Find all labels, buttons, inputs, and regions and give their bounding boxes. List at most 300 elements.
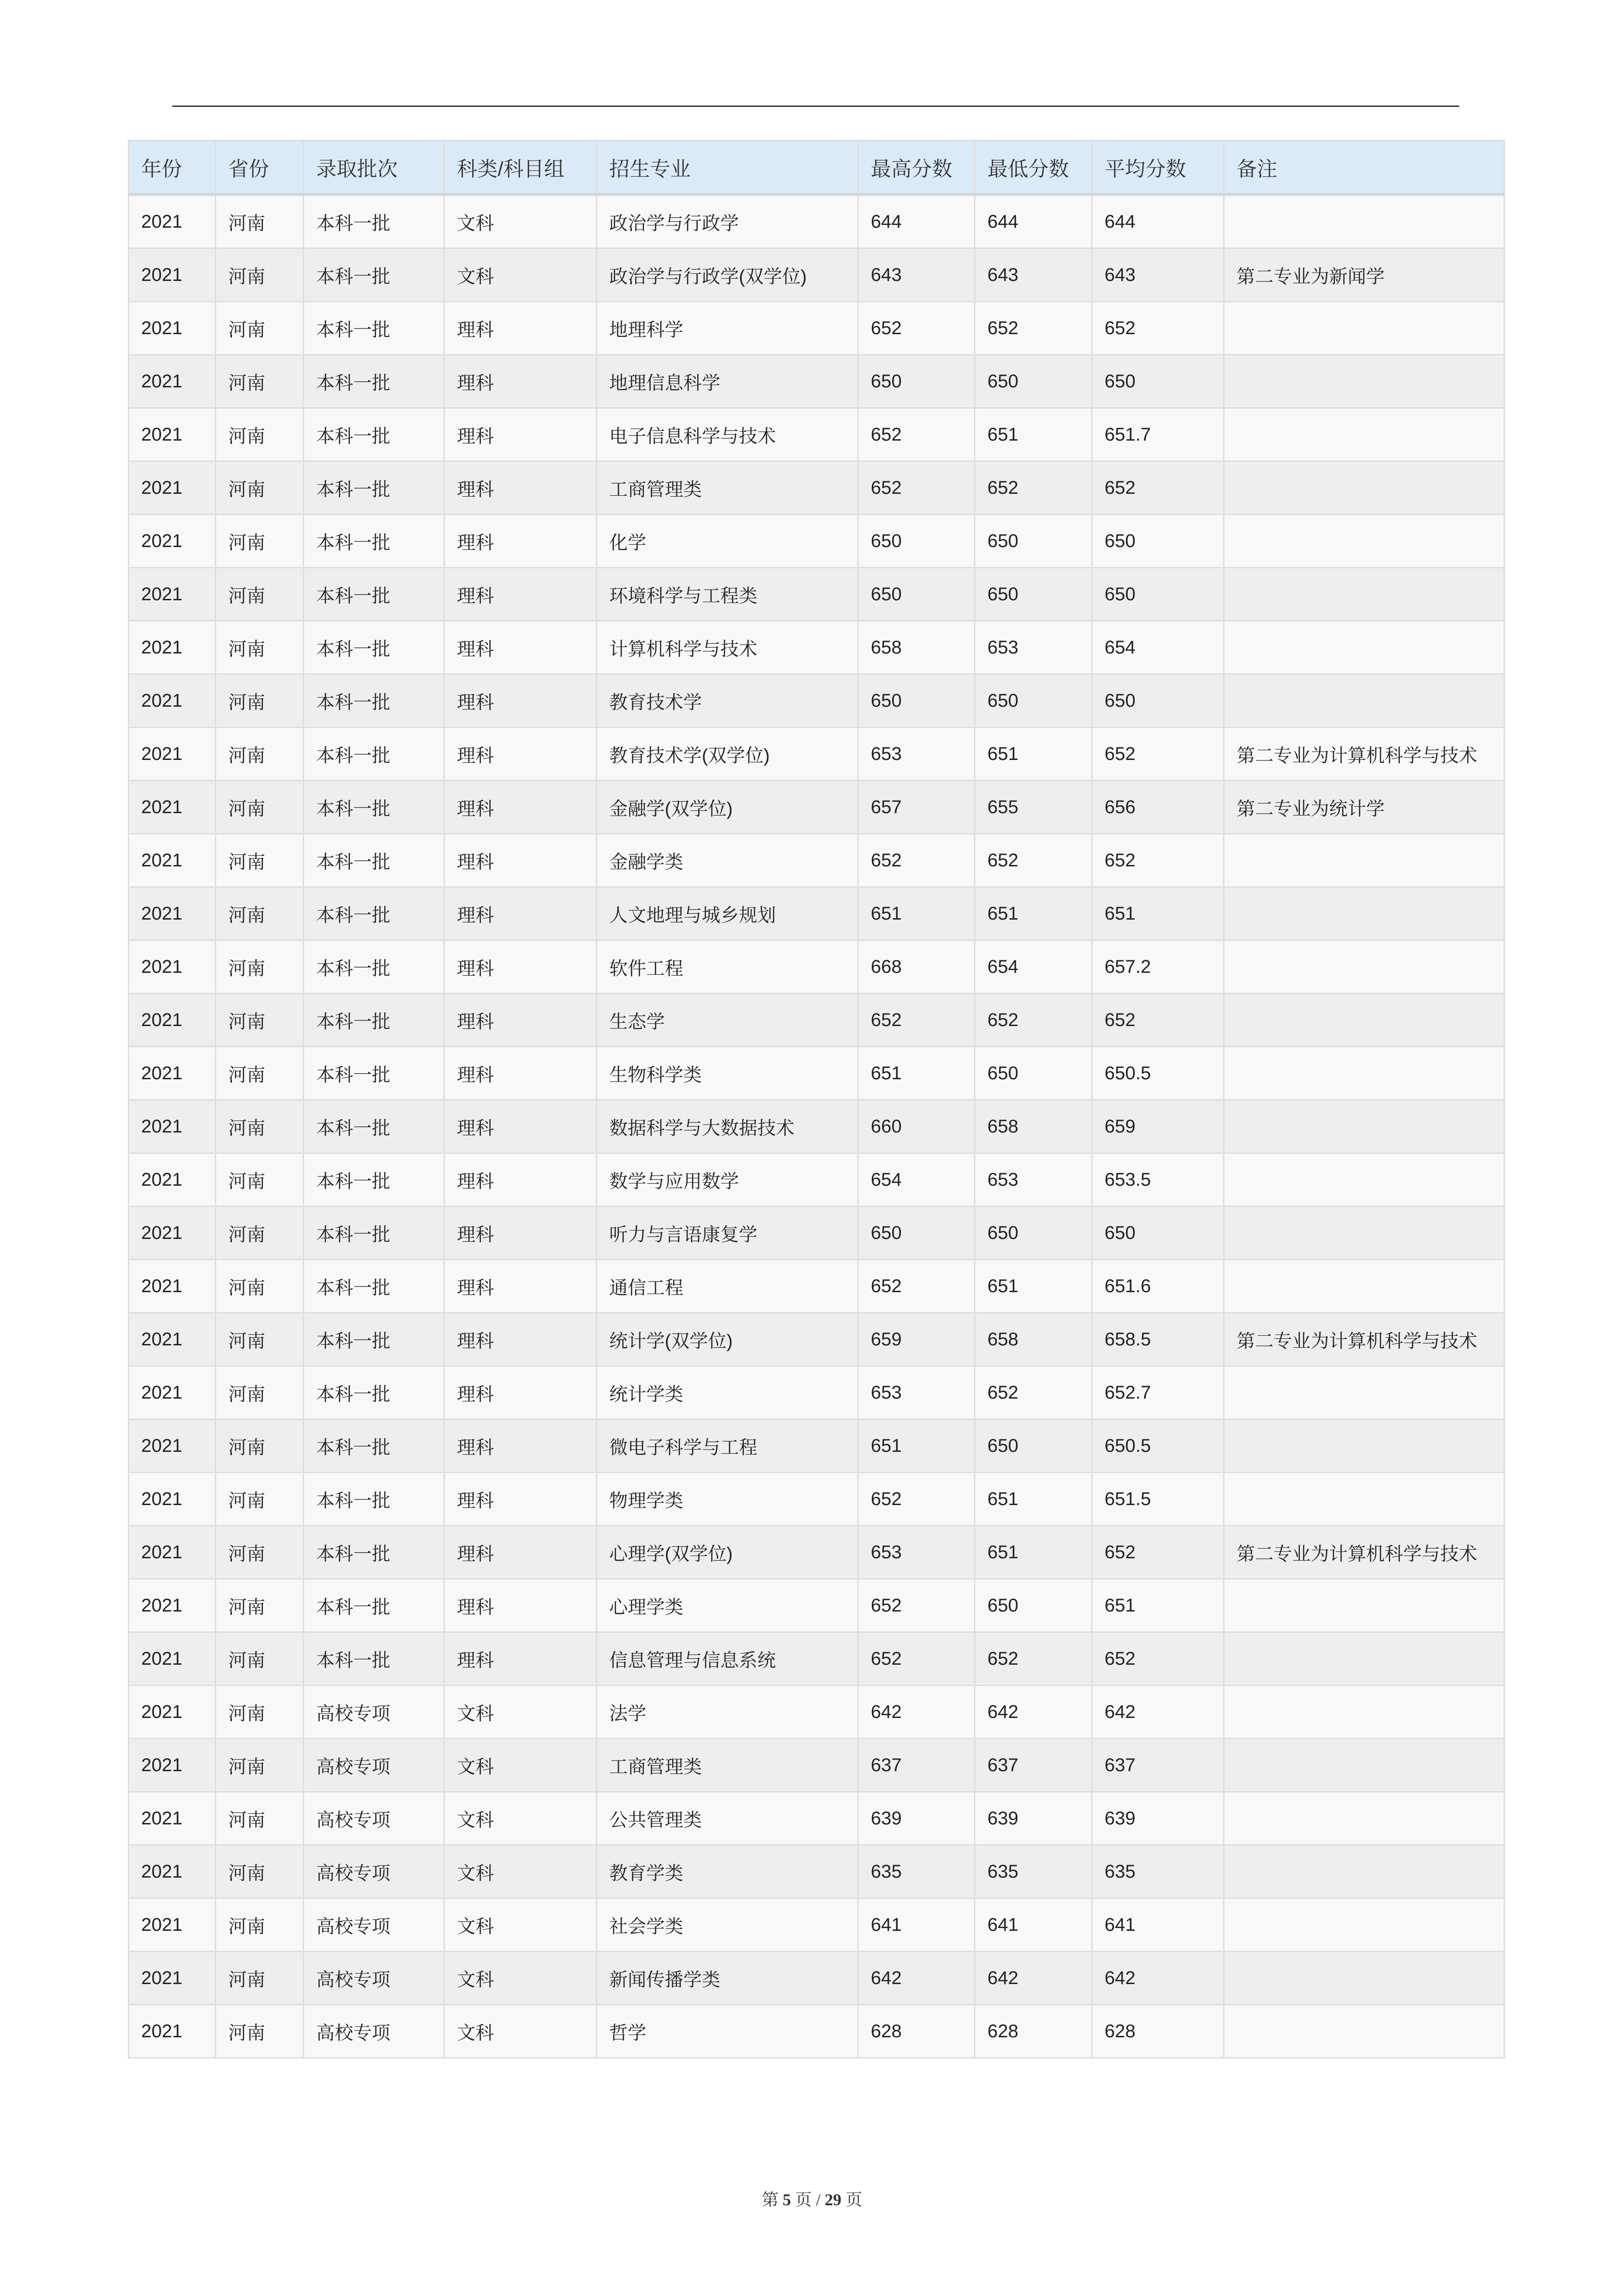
cell-province: 河南: [216, 1526, 304, 1579]
cell-year: 2021: [129, 1366, 216, 1419]
table-row: [129, 1526, 1505, 1579]
cell-major: 公共管理类: [597, 1792, 858, 1845]
table-body: [129, 194, 1505, 2058]
cell-max-score: 658: [858, 621, 975, 674]
cell-province: 河南: [216, 302, 304, 355]
cell-notes: [1224, 461, 1505, 515]
table-row: [129, 994, 1505, 1047]
cell-notes: 第二专业为新闻学: [1224, 249, 1505, 302]
cell-major: 统计学(双学位): [597, 1313, 858, 1366]
column-header-notes: 备注: [1224, 141, 1505, 195]
cell-batch: 本科一批: [304, 515, 444, 568]
cell-min-score: 652: [975, 834, 1092, 887]
cell-category: 理科: [444, 994, 597, 1047]
table-row: [129, 194, 1505, 249]
cell-batch: 本科一批: [304, 1207, 444, 1260]
cell-major: 通信工程: [597, 1260, 858, 1313]
cell-max-score: 635: [858, 1845, 975, 1898]
cell-avg-score: 635: [1092, 1845, 1224, 1898]
cell-category: 文科: [444, 2005, 597, 2058]
cell-notes: [1224, 940, 1505, 994]
cell-year: 2021: [129, 728, 216, 781]
column-header-major: 招生专业: [597, 141, 858, 195]
cell-min-score: 651: [975, 887, 1092, 940]
cell-province: 河南: [216, 194, 304, 249]
cell-min-score: 658: [975, 1313, 1092, 1366]
cell-batch: 本科一批: [304, 887, 444, 940]
cell-province: 河南: [216, 249, 304, 302]
cell-batch: 高校专项: [304, 2005, 444, 2058]
cell-major: 政治学与行政学: [597, 194, 858, 249]
cell-category: 文科: [444, 249, 597, 302]
table-row: [129, 781, 1505, 834]
cell-year: 2021: [129, 1739, 216, 1792]
cell-year: 2021: [129, 249, 216, 302]
cell-category: 文科: [444, 1845, 597, 1898]
admission-scores-table: [128, 140, 1505, 2059]
cell-batch: 本科一批: [304, 1632, 444, 1686]
cell-avg-score: 650.5: [1092, 1419, 1224, 1473]
table-row: [129, 1686, 1505, 1739]
cell-avg-score: 642: [1092, 1952, 1224, 2005]
cell-batch: 本科一批: [304, 994, 444, 1047]
cell-notes: [1224, 1153, 1505, 1207]
cell-max-score: 659: [858, 1313, 975, 1366]
cell-major: 社会学类: [597, 1898, 858, 1952]
cell-category: 文科: [444, 1739, 597, 1792]
cell-min-score: 650: [975, 1207, 1092, 1260]
cell-year: 2021: [129, 1526, 216, 1579]
cell-year: 2021: [129, 1473, 216, 1526]
cell-year: 2021: [129, 994, 216, 1047]
cell-max-score: 628: [858, 2005, 975, 2058]
table-row: [129, 1260, 1505, 1313]
cell-year: 2021: [129, 834, 216, 887]
cell-batch: 本科一批: [304, 1047, 444, 1100]
cell-batch: 本科一批: [304, 568, 444, 621]
cell-category: 理科: [444, 1153, 597, 1207]
cell-major: 政治学与行政学(双学位): [597, 249, 858, 302]
cell-min-score: 654: [975, 940, 1092, 994]
cell-category: 理科: [444, 408, 597, 461]
cell-min-score: 650: [975, 1579, 1092, 1632]
cell-category: 文科: [444, 194, 597, 249]
cell-major: 电子信息科学与技术: [597, 408, 858, 461]
cell-major: 数据科学与大数据技术: [597, 1100, 858, 1153]
cell-max-score: 652: [858, 1260, 975, 1313]
cell-batch: 本科一批: [304, 834, 444, 887]
cell-avg-score: 658.5: [1092, 1313, 1224, 1366]
cell-province: 河南: [216, 940, 304, 994]
cell-batch: 本科一批: [304, 1100, 444, 1153]
cell-min-score: 651: [975, 1473, 1092, 1526]
cell-batch: 本科一批: [304, 781, 444, 834]
cell-avg-score: 650: [1092, 515, 1224, 568]
cell-major: 工商管理类: [597, 461, 858, 515]
table-row: [129, 1047, 1505, 1100]
cell-category: 理科: [444, 1419, 597, 1473]
cell-avg-score: 652: [1092, 994, 1224, 1047]
cell-year: 2021: [129, 781, 216, 834]
cell-min-score: 652: [975, 1632, 1092, 1686]
cell-min-score: 642: [975, 1952, 1092, 2005]
cell-max-score: 653: [858, 1366, 975, 1419]
cell-notes: [1224, 1898, 1505, 1952]
cell-province: 河南: [216, 1952, 304, 2005]
cell-avg-score: 651.6: [1092, 1260, 1224, 1313]
table-row: [129, 1845, 1505, 1898]
cell-province: 河南: [216, 674, 304, 728]
cell-batch: 本科一批: [304, 1260, 444, 1313]
page-footer: [0, 2187, 1624, 2210]
cell-min-score: 658: [975, 1100, 1092, 1153]
cell-category: 理科: [444, 1473, 597, 1526]
cell-notes: [1224, 1473, 1505, 1526]
cell-notes: [1224, 194, 1505, 249]
cell-avg-score: 643: [1092, 249, 1224, 302]
cell-max-score: 650: [858, 355, 975, 408]
table-row: [129, 1739, 1505, 1792]
cell-max-score: 650: [858, 568, 975, 621]
cell-province: 河南: [216, 568, 304, 621]
cell-batch: 本科一批: [304, 1153, 444, 1207]
cell-major: 哲学: [597, 2005, 858, 2058]
cell-min-score: 650: [975, 515, 1092, 568]
table-row: [129, 1100, 1505, 1153]
cell-batch: 本科一批: [304, 408, 444, 461]
cell-category: 理科: [444, 728, 597, 781]
cell-batch: 本科一批: [304, 249, 444, 302]
column-header-category: 科类/科目组: [444, 141, 597, 195]
cell-batch: 本科一批: [304, 674, 444, 728]
cell-max-score: 652: [858, 994, 975, 1047]
cell-category: 理科: [444, 461, 597, 515]
cell-batch: 本科一批: [304, 1366, 444, 1419]
cell-max-score: 637: [858, 1739, 975, 1792]
table-row: [129, 887, 1505, 940]
cell-year: 2021: [129, 1153, 216, 1207]
cell-category: 文科: [444, 1898, 597, 1952]
cell-major: 听力与言语康复学: [597, 1207, 858, 1260]
cell-avg-score: 659: [1092, 1100, 1224, 1153]
table-row: [129, 1579, 1505, 1632]
cell-avg-score: 641: [1092, 1898, 1224, 1952]
cell-batch: 本科一批: [304, 940, 444, 994]
cell-avg-score: 652: [1092, 302, 1224, 355]
cell-category: 理科: [444, 781, 597, 834]
cell-notes: [1224, 1100, 1505, 1153]
cell-notes: [1224, 674, 1505, 728]
cell-notes: [1224, 1632, 1505, 1686]
header-rule: [172, 106, 1459, 107]
cell-avg-score: 652: [1092, 1526, 1224, 1579]
cell-avg-score: 642: [1092, 1686, 1224, 1739]
cell-min-score: 628: [975, 2005, 1092, 2058]
cell-province: 河南: [216, 1313, 304, 1366]
cell-year: 2021: [129, 1632, 216, 1686]
cell-year: 2021: [129, 194, 216, 249]
cell-notes: [1224, 834, 1505, 887]
table-row: [129, 1792, 1505, 1845]
cell-major: 工商管理类: [597, 1739, 858, 1792]
cell-notes: 第二专业为计算机科学与技术: [1224, 1526, 1505, 1579]
cell-avg-score: 650: [1092, 1207, 1224, 1260]
cell-max-score: 651: [858, 887, 975, 940]
table-row: [129, 408, 1505, 461]
cell-avg-score: 651: [1092, 887, 1224, 940]
cell-min-score: 635: [975, 1845, 1092, 1898]
cell-year: 2021: [129, 1313, 216, 1366]
cell-notes: [1224, 2005, 1505, 2058]
cell-notes: [1224, 568, 1505, 621]
cell-batch: 高校专项: [304, 1845, 444, 1898]
cell-notes: [1224, 1845, 1505, 1898]
cell-max-score: 653: [858, 1526, 975, 1579]
column-header-min-score: 最低分数: [975, 141, 1092, 195]
footer-mid: 页 /: [791, 2190, 825, 2209]
cell-notes: [1224, 1260, 1505, 1313]
table-row: [129, 568, 1505, 621]
table-row: [129, 355, 1505, 408]
cell-year: 2021: [129, 1100, 216, 1153]
cell-max-score: 642: [858, 1686, 975, 1739]
cell-max-score: 651: [858, 1047, 975, 1100]
cell-notes: 第二专业为计算机科学与技术: [1224, 728, 1505, 781]
footer-suffix: 页: [841, 2190, 862, 2209]
cell-batch: 本科一批: [304, 194, 444, 249]
cell-notes: [1224, 1739, 1505, 1792]
cell-notes: [1224, 302, 1505, 355]
cell-major: 心理学类: [597, 1579, 858, 1632]
cell-max-score: 641: [858, 1898, 975, 1952]
cell-avg-score: 652: [1092, 728, 1224, 781]
cell-major: 数学与应用数学: [597, 1153, 858, 1207]
cell-batch: 本科一批: [304, 621, 444, 674]
cell-avg-score: 644: [1092, 194, 1224, 249]
cell-category: 理科: [444, 621, 597, 674]
cell-batch: 本科一批: [304, 302, 444, 355]
cell-avg-score: 651.7: [1092, 408, 1224, 461]
cell-batch: 本科一批: [304, 1419, 444, 1473]
cell-batch: 本科一批: [304, 1579, 444, 1632]
cell-min-score: 643: [975, 249, 1092, 302]
cell-category: 文科: [444, 1792, 597, 1845]
cell-year: 2021: [129, 621, 216, 674]
cell-category: 理科: [444, 355, 597, 408]
cell-max-score: 639: [858, 1792, 975, 1845]
cell-year: 2021: [129, 1952, 216, 2005]
cell-category: 理科: [444, 940, 597, 994]
cell-province: 河南: [216, 1898, 304, 1952]
cell-min-score: 650: [975, 1047, 1092, 1100]
current-page-number: 5: [782, 2190, 791, 2209]
cell-max-score: 652: [858, 461, 975, 515]
cell-year: 2021: [129, 887, 216, 940]
cell-major: 地理信息科学: [597, 355, 858, 408]
column-header-max-score: 最高分数: [858, 141, 975, 195]
cell-min-score: 642: [975, 1686, 1092, 1739]
cell-max-score: 652: [858, 302, 975, 355]
cell-year: 2021: [129, 1898, 216, 1952]
cell-category: 理科: [444, 302, 597, 355]
cell-max-score: 652: [858, 1473, 975, 1526]
footer-prefix: 第: [762, 2190, 783, 2209]
cell-province: 河南: [216, 1845, 304, 1898]
cell-avg-score: 656: [1092, 781, 1224, 834]
cell-avg-score: 639: [1092, 1792, 1224, 1845]
cell-major: 金融学(双学位): [597, 781, 858, 834]
cell-avg-score: 652: [1092, 1632, 1224, 1686]
column-header-avg-score: 平均分数: [1092, 141, 1224, 195]
cell-notes: [1224, 1366, 1505, 1419]
cell-notes: [1224, 1952, 1505, 2005]
cell-province: 河南: [216, 1047, 304, 1100]
cell-category: 理科: [444, 1100, 597, 1153]
cell-avg-score: 650: [1092, 674, 1224, 728]
cell-batch: 本科一批: [304, 1313, 444, 1366]
cell-max-score: 652: [858, 408, 975, 461]
table-header-row: [129, 141, 1505, 195]
table-row: [129, 1473, 1505, 1526]
cell-major: 教育学类: [597, 1845, 858, 1898]
cell-year: 2021: [129, 355, 216, 408]
cell-notes: [1224, 1579, 1505, 1632]
table-row: [129, 1153, 1505, 1207]
table-row: [129, 728, 1505, 781]
cell-province: 河南: [216, 1207, 304, 1260]
cell-year: 2021: [129, 1260, 216, 1313]
cell-notes: [1224, 994, 1505, 1047]
cell-avg-score: 637: [1092, 1739, 1224, 1792]
cell-province: 河南: [216, 2005, 304, 2058]
cell-avg-score: 628: [1092, 2005, 1224, 2058]
cell-batch: 本科一批: [304, 1473, 444, 1526]
table-row: [129, 1207, 1505, 1260]
cell-notes: 第二专业为计算机科学与技术: [1224, 1313, 1505, 1366]
cell-min-score: 651: [975, 408, 1092, 461]
cell-batch: 本科一批: [304, 355, 444, 408]
cell-min-score: 652: [975, 1366, 1092, 1419]
cell-year: 2021: [129, 1792, 216, 1845]
cell-major: 法学: [597, 1686, 858, 1739]
cell-category: 文科: [444, 1952, 597, 2005]
cell-category: 理科: [444, 674, 597, 728]
cell-batch: 本科一批: [304, 461, 444, 515]
cell-province: 河南: [216, 728, 304, 781]
cell-province: 河南: [216, 994, 304, 1047]
cell-min-score: 651: [975, 1526, 1092, 1579]
table-row: [129, 302, 1505, 355]
cell-max-score: 668: [858, 940, 975, 994]
cell-notes: [1224, 1419, 1505, 1473]
table-row: [129, 1952, 1505, 2005]
cell-year: 2021: [129, 568, 216, 621]
cell-max-score: 652: [858, 834, 975, 887]
cell-year: 2021: [129, 1207, 216, 1260]
cell-batch: 本科一批: [304, 1526, 444, 1579]
cell-year: 2021: [129, 1686, 216, 1739]
cell-batch: 本科一批: [304, 728, 444, 781]
cell-province: 河南: [216, 515, 304, 568]
cell-major: 心理学(双学位): [597, 1526, 858, 1579]
cell-major: 生态学: [597, 994, 858, 1047]
cell-major: 统计学类: [597, 1366, 858, 1419]
cell-province: 河南: [216, 1473, 304, 1526]
cell-province: 河南: [216, 1366, 304, 1419]
table-row: [129, 940, 1505, 994]
cell-max-score: 650: [858, 1207, 975, 1260]
cell-province: 河南: [216, 621, 304, 674]
cell-max-score: 651: [858, 1419, 975, 1473]
cell-notes: [1224, 1207, 1505, 1260]
cell-year: 2021: [129, 408, 216, 461]
cell-min-score: 651: [975, 728, 1092, 781]
table-row: [129, 1366, 1505, 1419]
cell-notes: [1224, 1047, 1505, 1100]
cell-max-score: 650: [858, 515, 975, 568]
column-header-year: 年份: [129, 141, 216, 195]
cell-notes: 第二专业为统计学: [1224, 781, 1505, 834]
cell-major: 地理科学: [597, 302, 858, 355]
cell-province: 河南: [216, 887, 304, 940]
cell-year: 2021: [129, 674, 216, 728]
cell-province: 河南: [216, 355, 304, 408]
cell-notes: [1224, 1686, 1505, 1739]
cell-category: 理科: [444, 1260, 597, 1313]
cell-category: 理科: [444, 1579, 597, 1632]
cell-category: 理科: [444, 515, 597, 568]
cell-province: 河南: [216, 1260, 304, 1313]
table-row: [129, 674, 1505, 728]
cell-max-score: 652: [858, 1632, 975, 1686]
cell-avg-score: 652: [1092, 461, 1224, 515]
cell-province: 河南: [216, 1739, 304, 1792]
cell-province: 河南: [216, 1100, 304, 1153]
cell-notes: [1224, 887, 1505, 940]
cell-avg-score: 657.2: [1092, 940, 1224, 994]
cell-avg-score: 654: [1092, 621, 1224, 674]
cell-category: 理科: [444, 1526, 597, 1579]
cell-category: 文科: [444, 1686, 597, 1739]
cell-category: 理科: [444, 1313, 597, 1366]
cell-batch: 高校专项: [304, 1952, 444, 2005]
cell-max-score: 652: [858, 1579, 975, 1632]
cell-major: 生物科学类: [597, 1047, 858, 1100]
cell-min-score: 651: [975, 1260, 1092, 1313]
cell-year: 2021: [129, 1047, 216, 1100]
cell-avg-score: 650: [1092, 355, 1224, 408]
column-header-batch: 录取批次: [304, 141, 444, 195]
cell-year: 2021: [129, 461, 216, 515]
cell-province: 河南: [216, 1792, 304, 1845]
cell-major: 信息管理与信息系统: [597, 1632, 858, 1686]
cell-category: 理科: [444, 1047, 597, 1100]
cell-province: 河南: [216, 461, 304, 515]
cell-major: 化学: [597, 515, 858, 568]
cell-batch: 高校专项: [304, 1898, 444, 1952]
cell-max-score: 644: [858, 194, 975, 249]
cell-category: 理科: [444, 1632, 597, 1686]
cell-min-score: 650: [975, 568, 1092, 621]
cell-major: 教育技术学: [597, 674, 858, 728]
cell-province: 河南: [216, 781, 304, 834]
cell-batch: 高校专项: [304, 1792, 444, 1845]
cell-min-score: 652: [975, 302, 1092, 355]
cell-category: 理科: [444, 568, 597, 621]
cell-major: 新闻传播学类: [597, 1952, 858, 2005]
cell-min-score: 650: [975, 674, 1092, 728]
cell-min-score: 639: [975, 1792, 1092, 1845]
